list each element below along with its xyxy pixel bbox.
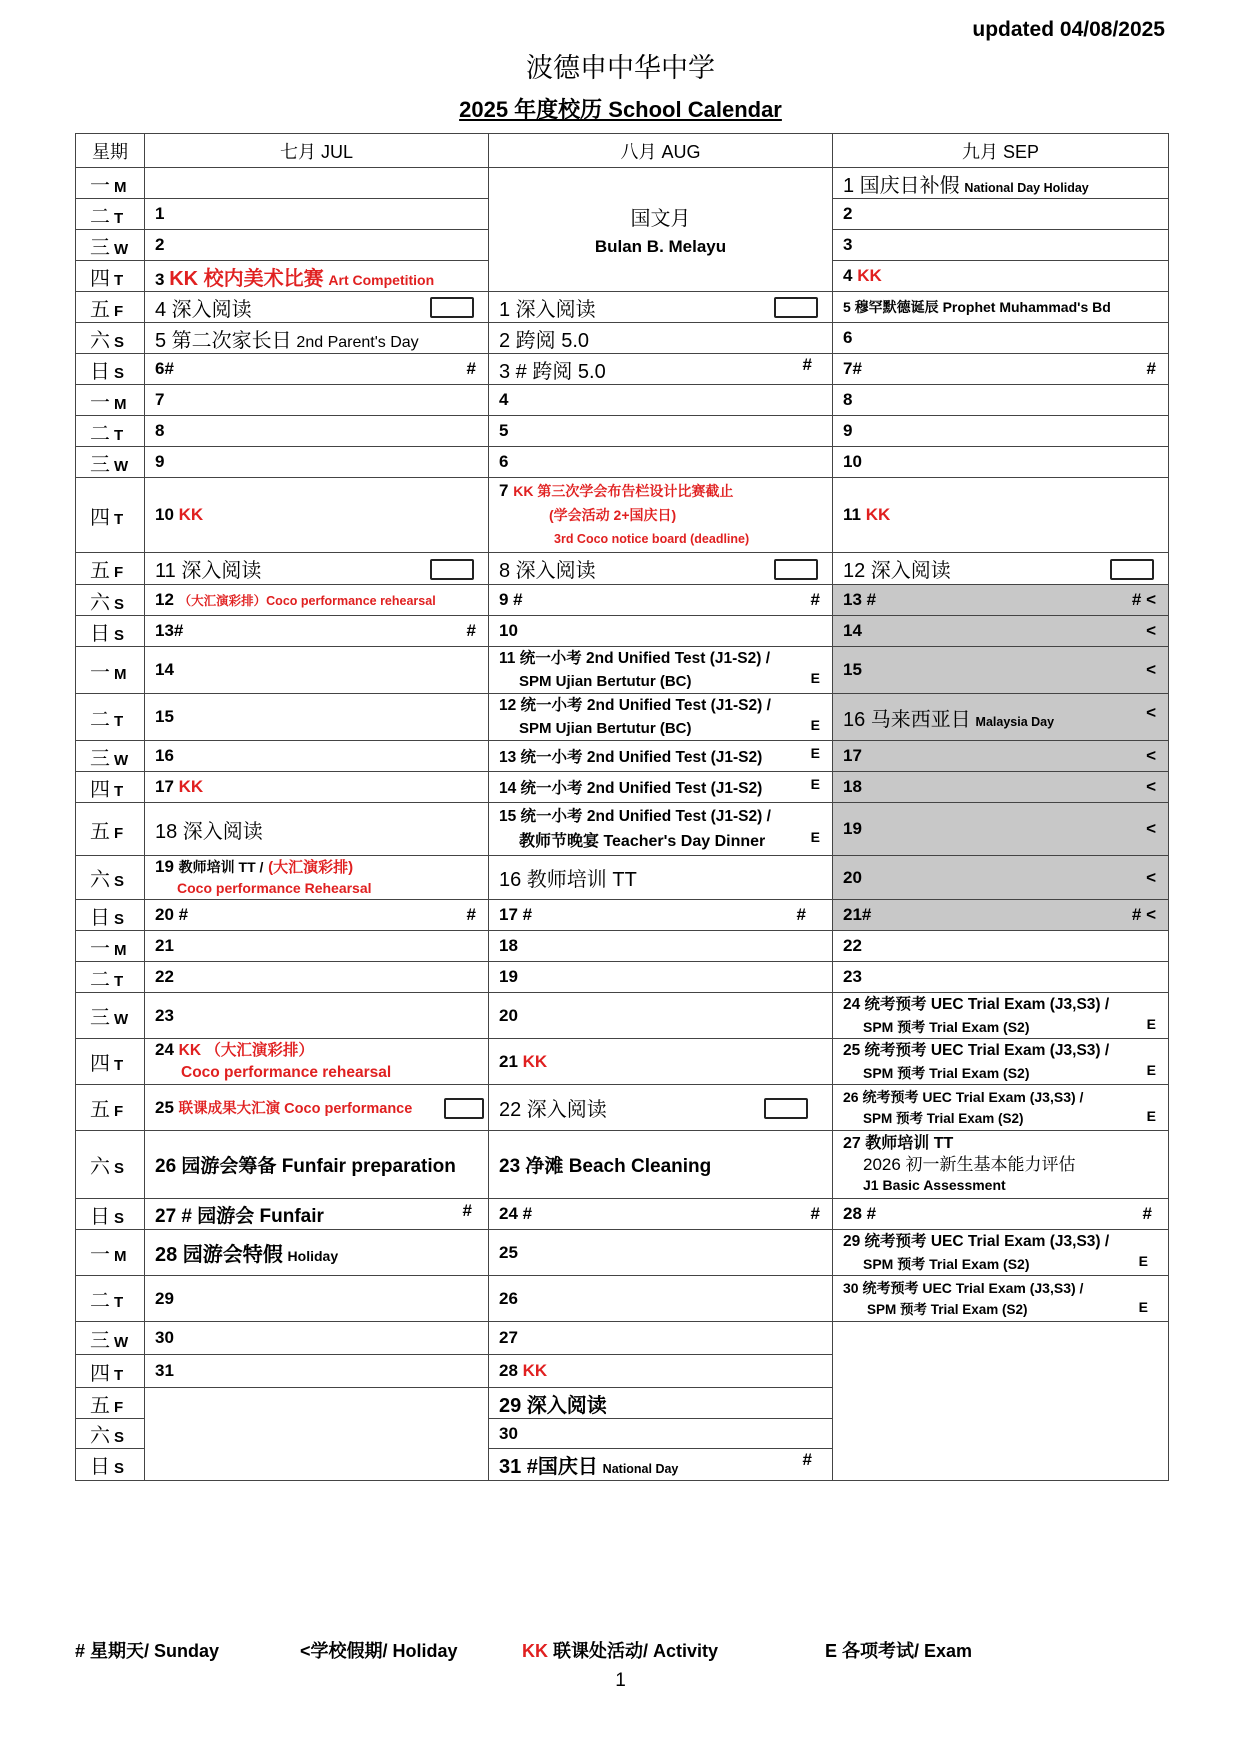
jul-25: 25 联课成果大汇演 Coco performance <box>145 1085 489 1131</box>
legend-activity: KK 联课处活动/ Activity <box>522 1641 719 1661</box>
aug-7: 7 KK 第三次学会布告栏设计比赛截止 (学会活动 2+国庆日) 3rd Coco notice board (deadline) <box>489 478 833 553</box>
table-row <box>76 1085 1169 1131</box>
sep-9: 9 <box>833 416 1169 447</box>
weekday-cell: 日 S <box>76 1199 145 1230</box>
book-icon <box>444 1098 484 1119</box>
table-row <box>76 478 1169 553</box>
aug-14: 14 统一小考 2nd Unified Test (J1-S2) E <box>489 772 833 803</box>
aug-16: 16 教师培训 TT <box>489 856 833 900</box>
jul-10: 10 KK <box>145 478 489 553</box>
jul-28: 28 园游会特假 Holiday <box>145 1230 489 1276</box>
table-row <box>76 416 1169 447</box>
book-icon <box>774 559 818 580</box>
aug-30: 30 <box>489 1419 833 1449</box>
sep-2: 2 <box>833 199 1169 230</box>
sep-11: 11 KK <box>833 478 1169 553</box>
weekday-cell: 五 F <box>76 553 145 585</box>
table-row <box>76 1199 1169 1230</box>
aug-12: 12 统一小考 2nd Unified Test (J1-S2) / SPM Ujian Bertutur (BC) E <box>489 694 833 741</box>
sep-1: 1 国庆日补假 National Day Holiday <box>833 168 1169 199</box>
jul-5: 5 第二次家长日 2nd Parent's Day <box>145 323 489 354</box>
weekday-cell: 日 S <box>76 354 145 385</box>
book-icon <box>764 1098 808 1119</box>
table-row <box>76 856 1169 900</box>
table-row <box>76 931 1169 962</box>
aug-8: 8 深入阅读 <box>489 553 833 585</box>
aug-11: 11 统一小考 2nd Unified Test (J1-S2) / SPM Ujian Bertutur (BC) E <box>489 647 833 694</box>
table-row <box>76 354 1169 385</box>
jul-8: 8 <box>145 416 489 447</box>
aug-merged-en: Bulan B. Melayu <box>594 237 727 256</box>
table-row <box>76 1230 1169 1276</box>
sep-14: 14 < <box>833 616 1169 647</box>
table-row <box>76 385 1169 416</box>
book-icon <box>430 559 474 580</box>
jul-14: 14 <box>145 647 489 694</box>
aug-29: 29 深入阅读 <box>489 1388 833 1419</box>
jul-21: 21 <box>145 931 489 962</box>
aug-2: 2 跨阅 5.0 <box>489 323 833 354</box>
table-row <box>76 1131 1169 1199</box>
sep-17: 17 < <box>833 741 1169 772</box>
jul-19: 19 教师培训 TT / (大汇演彩排) Coco performance Rehearsal <box>145 856 489 900</box>
aug-31: 31 #国庆日 National Day # <box>489 1449 833 1481</box>
jul-11: 11 深入阅读 <box>145 553 489 585</box>
jul-9: 9 <box>145 447 489 478</box>
aug-22: 22 深入阅读 <box>489 1085 833 1131</box>
aug-10: 10 <box>489 616 833 647</box>
table-row <box>76 962 1169 993</box>
sep-26: 26 统考预考 UEC Trial Exam (J3,S3) / SPM 预考 Trial Exam (S2) E <box>833 1085 1169 1131</box>
aug-28: 28 KK <box>489 1355 833 1388</box>
sep-19: 19 < <box>833 803 1169 856</box>
aug-21: 21 KK <box>489 1039 833 1085</box>
legend-sunday: # 星期天/ Sunday <box>75 1641 220 1661</box>
school-name: 波德申中华中学 <box>526 53 715 83</box>
sep-28: 28 # # <box>833 1199 1169 1230</box>
table-row <box>76 1322 1169 1355</box>
sep-29: 29 统考预考 UEC Trial Exam (J3,S3) / SPM 预考 Trial Exam (S2) E <box>833 1230 1169 1276</box>
book-icon <box>774 297 818 318</box>
jul-17: 17 KK <box>145 772 489 803</box>
aug-4: 4 <box>489 385 833 416</box>
sep-4: 4 KK <box>833 261 1169 292</box>
jul-empty <box>145 1388 489 1481</box>
weekday-cell: 日 S <box>76 616 145 647</box>
weekday-cell: 六 S <box>76 856 145 900</box>
sep-24: 24 统考预考 UEC Trial Exam (J3,S3) / SPM 预考 Trial Exam (S2) E <box>833 993 1169 1039</box>
weekday-cell: 一 M <box>76 385 145 416</box>
aug-merged-cell <box>489 168 833 292</box>
aug-27: 27 <box>489 1322 833 1355</box>
jul-4: 4 深入阅读 <box>145 292 489 323</box>
sep-8: 8 <box>833 385 1169 416</box>
table-row <box>76 168 1169 199</box>
table-row <box>76 772 1169 803</box>
table-row <box>76 292 1169 323</box>
header-weekday: 星期 <box>76 134 145 168</box>
weekday-cell: 三 W <box>76 230 145 261</box>
weekday-cell: 三 W <box>76 741 145 772</box>
jul-15: 15 <box>145 694 489 741</box>
table-row <box>76 585 1169 616</box>
updated-date: updated 04/08/2025 <box>972 18 1165 41</box>
weekday-cell: 日 S <box>76 1449 145 1481</box>
sep-12: 12 深入阅读 <box>833 553 1169 585</box>
table-row <box>76 1276 1169 1322</box>
jul-26: 26 园游会筹备 Funfair preparation <box>145 1131 489 1199</box>
jul-empty <box>145 168 489 199</box>
jul-31: 31 <box>145 1355 489 1388</box>
weekday-cell: 六 S <box>76 323 145 354</box>
sep-20: 20 < <box>833 856 1169 900</box>
weekday-cell: 二 T <box>76 199 145 230</box>
aug-15: 15 统一小考 2nd Unified Test (J1-S2) / 教师节晚宴 Teacher's Day Dinner E <box>489 803 833 856</box>
jul-30: 30 <box>145 1322 489 1355</box>
aug-9: 9 # # <box>489 585 833 616</box>
jul-3: 3 KK 校内美术比赛 Art Competition <box>145 261 489 292</box>
weekday-cell: 二 T <box>76 1276 145 1322</box>
weekday-cell: 三 W <box>76 447 145 478</box>
weekday-cell: 二 T <box>76 962 145 993</box>
sep-6: 6 <box>833 323 1169 354</box>
aug-25: 25 <box>489 1230 833 1276</box>
table-row <box>76 323 1169 354</box>
weekday-cell: 二 T <box>76 694 145 741</box>
sep-13: 13 # # < <box>833 585 1169 616</box>
header-row <box>76 134 1169 168</box>
header-aug: 八月 AUG <box>489 134 833 168</box>
sep-18: 18 < <box>833 772 1169 803</box>
weekday-cell: 四 T <box>76 478 145 553</box>
aug-1: 1 深入阅读 <box>489 292 833 323</box>
calendar-title: 2025 年度校历 School Calendar <box>459 97 782 122</box>
weekday-cell: 四 T <box>76 261 145 292</box>
jul-29: 29 <box>145 1276 489 1322</box>
weekday-cell: 二 T <box>76 416 145 447</box>
aug-6: 6 <box>489 447 833 478</box>
weekday-cell: 一 M <box>76 168 145 199</box>
sep-3: 3 <box>833 230 1169 261</box>
aug-merged-zh: 国文月 <box>630 208 691 230</box>
table-row <box>76 647 1169 694</box>
table-row <box>76 1039 1169 1085</box>
jul-1: 1 <box>145 199 489 230</box>
jul-12: 12 （大汇演彩排）Coco performance rehearsal <box>145 585 489 616</box>
aug-13: 13 统一小考 2nd Unified Test (J1-S2) E <box>489 741 833 772</box>
weekday-cell: 四 T <box>76 1355 145 1388</box>
sep-27: 27 教师培训 TT 2026 初一新生基本能力评估 J1 Basic Assessment <box>833 1131 1169 1199</box>
aug-23: 23 净滩 Beach Cleaning <box>489 1131 833 1199</box>
weekday-cell: 四 T <box>76 1039 145 1085</box>
jul-16: 16 <box>145 741 489 772</box>
sep-21: 21# # < <box>833 900 1169 931</box>
weekday-cell: 六 S <box>76 1419 145 1449</box>
table-row <box>76 447 1169 478</box>
sep-23: 23 <box>833 962 1169 993</box>
aug-5: 5 <box>489 416 833 447</box>
aug-17: 17 # # <box>489 900 833 931</box>
header-sep: 九月 SEP <box>833 134 1169 168</box>
sep-22: 22 <box>833 931 1169 962</box>
jul-27: 27 # 园游会 Funfair # <box>145 1199 489 1230</box>
weekday-cell: 五 F <box>76 803 145 856</box>
table-row <box>76 553 1169 585</box>
legend-exam: E 各项考试/ Exam <box>825 1641 973 1661</box>
jul-24: 24 KK （大汇演彩排） Coco performance rehearsal <box>145 1039 489 1085</box>
jul-18: 18 深入阅读 <box>145 803 489 856</box>
sep-30: 30 统考预考 UEC Trial Exam (J3,S3) / SPM 预考 Trial Exam (S2) E <box>833 1276 1169 1322</box>
weekday-cell: 一 M <box>76 647 145 694</box>
weekday-cell: 四 T <box>76 772 145 803</box>
table-row <box>76 741 1169 772</box>
jul-22: 22 <box>145 962 489 993</box>
weekday-cell: 三 W <box>76 993 145 1039</box>
weekday-cell: 六 S <box>76 1131 145 1199</box>
weekday-cell: 五 F <box>76 292 145 323</box>
sep-15: 15 < <box>833 647 1169 694</box>
weekday-cell: 一 M <box>76 931 145 962</box>
weekday-cell: 五 F <box>76 1388 145 1419</box>
book-icon <box>1110 559 1154 580</box>
weekday-cell: 三 W <box>76 1322 145 1355</box>
sep-5: 5 穆罕默德诞辰 Prophet Muhammad's Bd <box>833 292 1169 323</box>
table-row <box>76 803 1169 856</box>
weekday-cell: 五 F <box>76 1085 145 1131</box>
aug-24: 24 # # <box>489 1199 833 1230</box>
header-jul: 七月 JUL <box>145 134 489 168</box>
table-row <box>76 616 1169 647</box>
table-row <box>76 900 1169 931</box>
table-row <box>76 993 1169 1039</box>
sep-10: 10 <box>833 447 1169 478</box>
aug-26: 26 <box>489 1276 833 1322</box>
sep-empty <box>833 1322 1169 1481</box>
sep-25: 25 统考预考 UEC Trial Exam (J3,S3) / SPM 预考 Trial Exam (S2) E <box>833 1039 1169 1085</box>
jul-7: 7 <box>145 385 489 416</box>
aug-19: 19 <box>489 962 833 993</box>
weekday-cell: 日 S <box>76 900 145 931</box>
jul-20: 20 # # <box>145 900 489 931</box>
table-row <box>76 694 1169 741</box>
sep-16: 16 马来西亚日 Malaysia Day < <box>833 694 1169 741</box>
aug-3: 3 # 跨阅 5.0 # <box>489 354 833 385</box>
aug-18: 18 <box>489 931 833 962</box>
jul-23: 23 <box>145 993 489 1039</box>
weekday-cell: 一 M <box>76 1230 145 1276</box>
aug-20: 20 <box>489 993 833 1039</box>
legend-holiday: <学校假期/ Holiday <box>300 1641 458 1661</box>
calendar-table <box>75 133 1169 1481</box>
book-icon <box>430 297 474 318</box>
jul-2: 2 <box>145 230 489 261</box>
weekday-cell: 六 S <box>76 585 145 616</box>
jul-6: 6# # <box>145 354 489 385</box>
jul-13: 13# # <box>145 616 489 647</box>
sep-7: 7# # <box>833 354 1169 385</box>
page-number: 1 <box>615 1670 626 1691</box>
